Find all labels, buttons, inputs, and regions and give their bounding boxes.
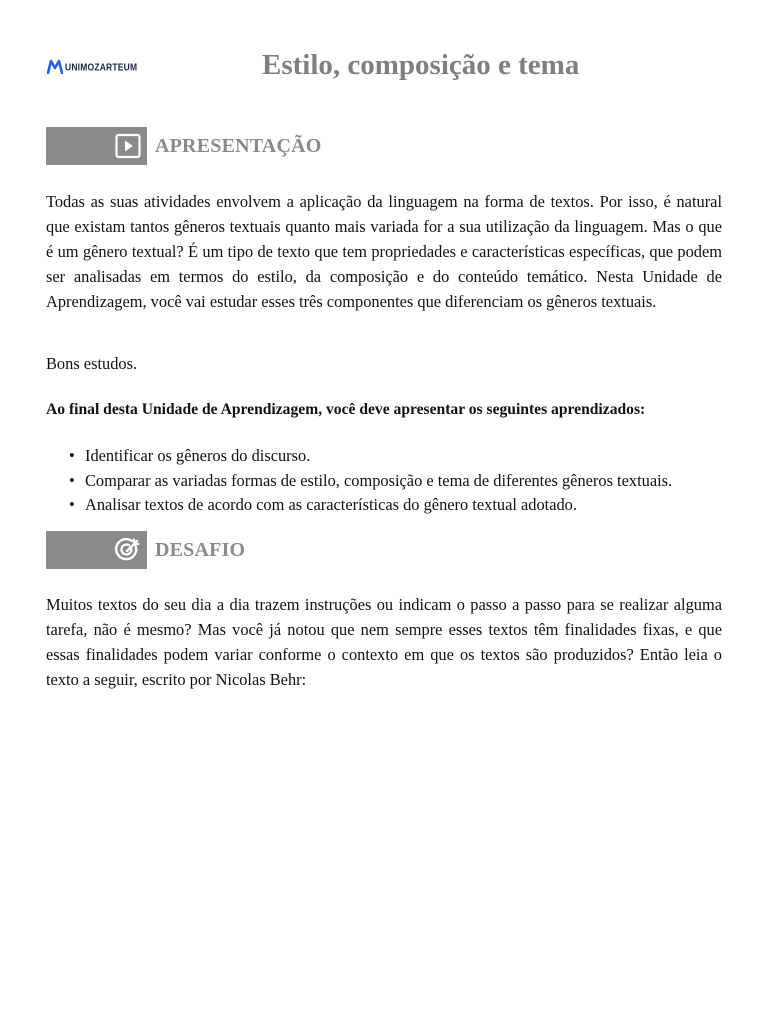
objectives-heading: Ao final desta Unidade de Aprendizagem, você deve apresentar os seguintes aprendizados: <box>46 401 646 418</box>
apresentacao-paragraph: Todas as suas atividades envolvem a aplicação da linguagem na forma de textos. Por isso, é natural que existam tantos gêneros textuais quanto mais variada for a sua utilização da linguagem. Mas o que é um gênero textual? É um tipo de texto que tem propriedades e características específicas, que podem ser analisadas em termos do estilo, da composição e do conteúdo temático. Nesta Unidade de Aprendizagem, você vai estudar esses três componentes que diferenciam os gêneros textuais. <box>46 192 722 311</box>
greeting-text: Bons estudos. <box>46 354 138 373</box>
section-title-desafio: DESAFIO <box>155 538 246 561</box>
desafio-paragraph: Muitos textos do seu dia a dia trazem instruções ou indicam o passo a passo para se realizar alguma tarefa, não é mesmo? Mas você já notou que nem sempre esses textos têm finalidades fixas, e que essas finalidades podem variar conforme o contexto em que os textos são produzidos? Então leia o texto a seguir, escrito por Nicolas Behr: <box>46 595 722 689</box>
section-title-apresentacao: APRESENTAÇÃO <box>155 134 322 157</box>
section-band <box>46 127 147 165</box>
section-header-desafio <box>46 531 245 569</box>
section-header-apresentacao <box>46 127 322 165</box>
section-band <box>46 531 147 569</box>
logo-mark-icon <box>47 60 63 74</box>
list-item: • Identificar os gêneros do discurso. <box>66 444 672 469</box>
list-item: • Analisar textos de acordo com as características do gênero textual adotado. <box>66 493 672 518</box>
brand-logo <box>47 58 137 76</box>
page-title: Estilo, composição e tema <box>262 49 580 81</box>
target-icon <box>114 536 142 564</box>
play-icon <box>114 132 142 160</box>
objectives-list <box>66 444 672 518</box>
logo-text: UNIMOZARTEUM <box>65 60 138 73</box>
list-item: • Comparar as variadas formas de estilo, composição e tema de diferentes gêneros textuais. <box>66 469 672 494</box>
